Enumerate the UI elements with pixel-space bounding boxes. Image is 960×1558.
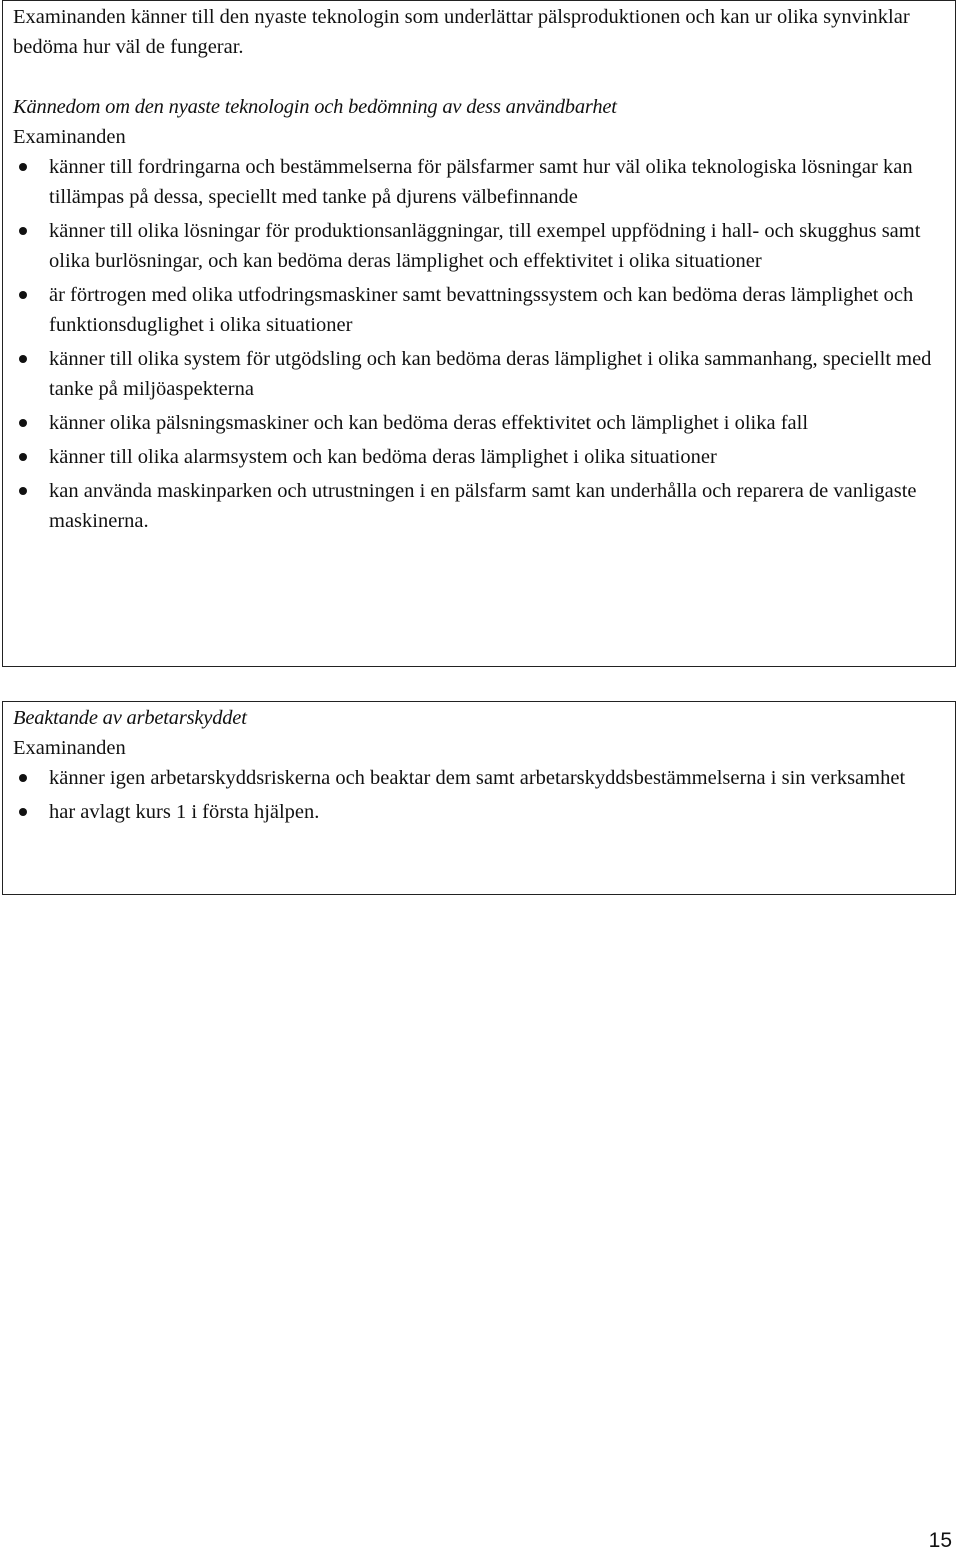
list-item-text: känner olika pälsningsmaskiner och kan bedöma deras effektivitet och lämplighet i olika fall (49, 412, 809, 434)
bullet-icon (19, 808, 27, 816)
list-item-text: har avlagt kurs 1 i första hjälpen. (49, 801, 320, 823)
bullet-icon (19, 227, 27, 235)
list-item-text: känner till olika system för utgödsling och kan bedöma deras lämplighet i olika sammanhang, speciellt med tanke på miljöaspekterna (49, 348, 932, 400)
list-item (13, 152, 945, 212)
list-item-text: känner till olika alarmsystem och kan bedöma deras lämplighet i olika situationer (49, 446, 717, 468)
intro-text: Examinanden känner till den nyaste teknologin som underlättar pälsproduktionen och kan ur olika synvinklar bedöma hur väl de fungerar. (13, 6, 910, 58)
list-item (13, 442, 945, 472)
subject-label: Examinanden (13, 737, 126, 759)
spacer (13, 62, 945, 92)
list-item (13, 763, 945, 793)
list-item-text: är förtrogen med olika utfodringsmaskiner samt bevattningssystem och kan bedöma deras lämplighet och funktionsduglighet i olika situationer (49, 284, 914, 336)
bullet-icon (19, 291, 27, 299)
section-heading-safety: Beaktande av arbetarskyddet (13, 707, 247, 729)
bullet-icon (19, 419, 27, 427)
subject-label: Examinanden (13, 126, 126, 148)
section-heading-technology: Kännedom om den nyaste teknologin och bedömning av dess användbarhet (13, 96, 617, 118)
list-item (13, 216, 945, 276)
bullet-icon (19, 163, 27, 171)
list-item (13, 344, 945, 404)
page-number: 15 (928, 1529, 952, 1552)
bullet-icon (19, 355, 27, 363)
bullet-icon (19, 774, 27, 782)
list-item (13, 797, 945, 827)
list-item (13, 476, 945, 536)
list-item-text: känner till fordringarna och bestämmelserna för pälsfarmer samt hur väl olika teknologiska lösningar kan tillämpas på dessa, speciellt med tanke på djurens välbefinnande (49, 156, 913, 208)
list-item-text: känner igen arbetarskyddsriskerna och beaktar dem samt arbetarskyddsbestämmelserna i sin verksamhet (49, 767, 906, 789)
list-item (13, 408, 945, 438)
list-item-text: kan använda maskinparken och utrustningen i en pälsfarm samt kan underhålla och reparera de vanligaste maskinerna. (49, 480, 917, 532)
bullet-icon (19, 453, 27, 461)
list-item (13, 280, 945, 340)
list-item-text: känner till olika lösningar för produktionsanläggningar, till exempel uppfödning i hall- och skugghus samt olika burlösningar, och kan bedöma deras lämplighet och effektivitet i olika situationer (49, 220, 921, 272)
criteria-box-safety (2, 701, 956, 895)
criteria-box-technology (2, 0, 956, 667)
criteria-list-safety (13, 763, 945, 827)
bullet-icon (19, 487, 27, 495)
criteria-list-technology (13, 152, 945, 536)
